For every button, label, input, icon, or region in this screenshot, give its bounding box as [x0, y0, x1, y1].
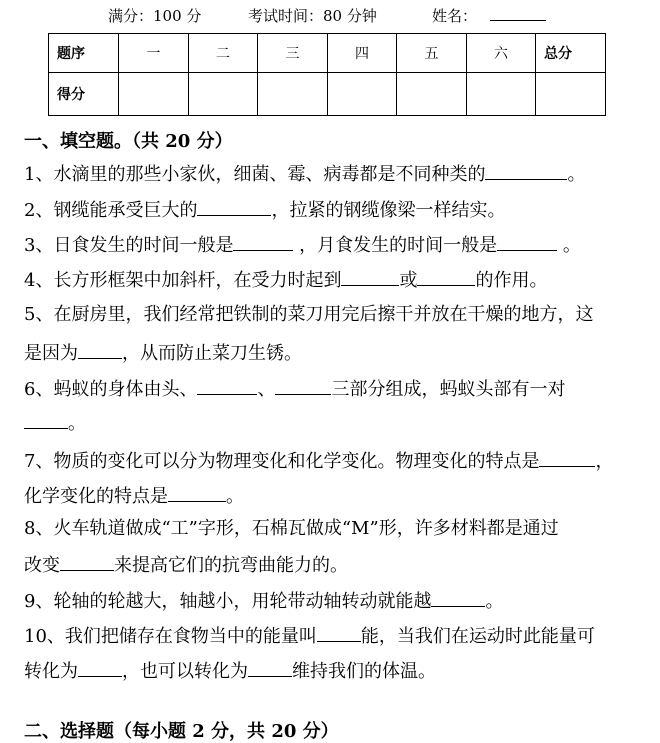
score-cell-4[interactable]: [328, 73, 397, 116]
answer-blank[interactable]: [497, 233, 557, 251]
answer-blank[interactable]: [197, 198, 271, 216]
score-cell-5[interactable]: [397, 73, 467, 116]
answer-blank[interactable]: [431, 589, 485, 607]
question-5-line-2: 是因为 ，从而防止菜刀生锈。: [24, 343, 302, 364]
answer-blank[interactable]: [417, 268, 475, 286]
section-1-title: 一、填空题。（共 20 分）: [24, 131, 233, 152]
score-header-3: 三: [258, 34, 328, 73]
question-7-line-2: 化学变化的特点是 。: [24, 486, 244, 507]
score-table: [48, 33, 606, 116]
answer-blank[interactable]: [317, 624, 361, 642]
score-cell-total[interactable]: [536, 73, 606, 116]
section-2-title: 二、选择题（每小题 2 分，共 20 分）: [24, 721, 339, 742]
question-10-line-2: 转化为 ，也可以转化为 维持我们的体温。: [24, 661, 436, 682]
score-row-label: 得分: [49, 73, 119, 116]
question-6-line-2: 。: [24, 411, 86, 435]
score-header-6: 六: [467, 34, 536, 73]
answer-blank[interactable]: [197, 377, 257, 395]
answer-blank[interactable]: [485, 162, 567, 180]
score-header-total: 总分: [536, 34, 606, 73]
answer-blank[interactable]: [60, 553, 114, 571]
question-6-line-1: 6、蚂蚁的身体由头、 、 三部分组成，蚂蚁头部有一对: [24, 379, 566, 400]
question-2: 2、钢缆能承受巨大的 ，拉紧的钢缆像梁一样结实。: [24, 200, 506, 221]
score-cell-1[interactable]: [119, 73, 189, 116]
score-cell-2[interactable]: [189, 73, 258, 116]
score-header-2: 二: [189, 34, 258, 73]
question-4: 4、长方形框架中加斜杆，在受力时起到 或 的作用。: [24, 270, 548, 291]
answer-blank[interactable]: [248, 659, 292, 677]
full-marks: 满分：100 分: [108, 7, 202, 25]
score-cell-6[interactable]: [467, 73, 536, 116]
question-8-line-1: 8、火车轨道做成“工”字形，石棉瓦做成“M”形，许多材料都是通过: [24, 518, 559, 539]
answer-blank[interactable]: [341, 268, 399, 286]
score-header-1: 一: [119, 34, 189, 73]
question-5-line-1: 5、在厨房里，我们经常把铁制的菜刀用完后擦干并放在干燥的地方，这: [24, 304, 594, 325]
exam-time: 考试时间：80 分钟: [248, 7, 377, 25]
question-9: 9、轮轴的轮越大，轴越小，用轮带动轴转动就能越 。: [24, 591, 504, 612]
answer-blank[interactable]: [24, 411, 68, 429]
answer-blank[interactable]: [233, 233, 293, 251]
name-label: 姓名：: [432, 7, 478, 25]
question-3: 3、日食发生的时间一般是 ，月食发生的时间一般是 。: [24, 235, 581, 256]
question-7-line-1: 7、物质的变化可以分为物理变化和化学变化。物理变化的特点是 ，: [24, 451, 614, 472]
question-10-line-1: 10、我们把储存在食物当中的能量叫 能，当我们在运动时此能量可: [24, 626, 595, 647]
answer-blank[interactable]: [168, 484, 226, 502]
question-1: 1、水滴里的那些小家伙，细菌、霉、病毒都是不同种类的 。: [24, 164, 586, 185]
answer-blank[interactable]: [275, 377, 331, 395]
answer-blank[interactable]: [78, 341, 122, 359]
score-header-4: 四: [328, 34, 397, 73]
score-header-question-no: 题序: [49, 34, 119, 73]
answer-blank[interactable]: [78, 659, 122, 677]
answer-blank[interactable]: [539, 449, 595, 467]
score-cell-3[interactable]: [258, 73, 328, 116]
question-8-line-2: 改变 来提高它们的抗弯曲能力的。: [24, 555, 348, 576]
score-header-5: 五: [397, 34, 467, 73]
